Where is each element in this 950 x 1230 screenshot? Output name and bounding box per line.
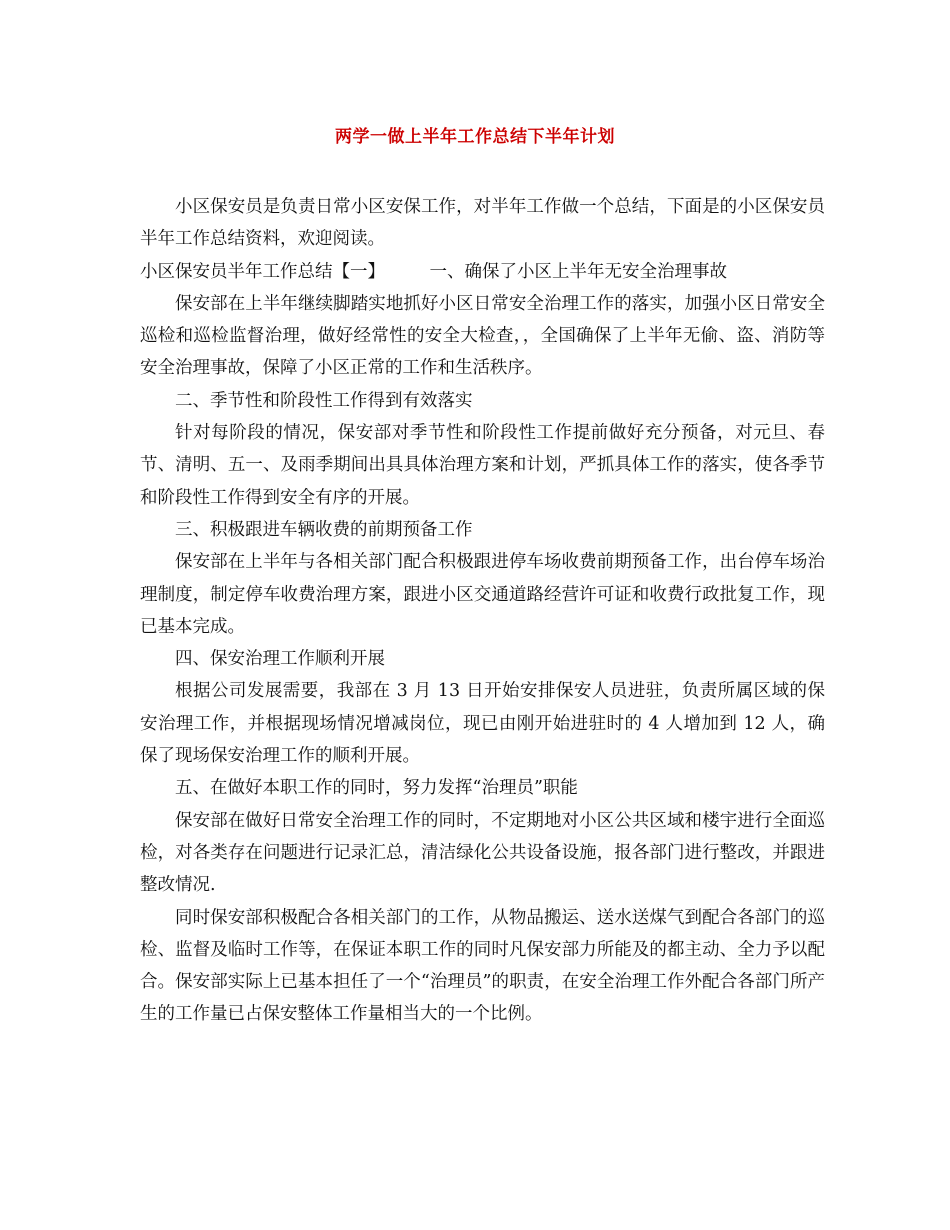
paragraph-section-2: 针对每阶段的情况，保安部对季节性和阶段性工作提前做好充分预备，对元旦、春节、清明、五一、及雨季期间出具具体治理方案和计划，严抓具体工作的落实，使各季节和阶段性工作得到安全有序的开展。 bbox=[140, 423, 825, 508]
paragraph-section-1: 保安部在上半年继续脚踏实地抓好小区日常安全治理工作的落实，加强小区日常安全巡检和巡检监督治理，做好经常性的安全大检查，，全国确保了上半年无偷、盗、消防等安全治理事故，保障了小区正常的工作和生活秩序。 bbox=[140, 293, 825, 379]
section-heading-3: 三、积极跟进车辆收费的前期预备工作 bbox=[175, 519, 473, 540]
paragraph-section-5: 保安部在做好日常安全治理工作的同时，不定期地对小区公共区域和楼宇进行全面巡检，对各类存在问题进行记录汇总，清洁绿化公共设备设施，报各部门进行整改，并跟进整改情况. bbox=[140, 810, 825, 896]
paragraph-intro: 小区保安员是负责日常小区安保工作，对半年工作做一个总结，下面是的小区保安员半年工作总结资料，欢迎阅读。 bbox=[140, 197, 825, 250]
paragraph-section-5-continued: 同时保安部积极配合各相关部门的工作，从物品搬运、送水送煤气到配合各部门的巡检、监督及临时工作等，在保证本职工作的同时凡保安部力所能及的都主动、全力予以配合。保安部实际上已基本担任了一个“治理员”的职责，在安全治理工作外配合各部门所产生的工作量已占保安整体工作量相当大的一个比例。 bbox=[140, 907, 825, 1025]
section-heading-5: 五、在做好本职工作的同时，努力发挥“治理员”职能 bbox=[175, 778, 578, 799]
paragraph-section-4: 根据公司发展需要，我部在 3 月 13 日开始安排保安人员进驻，负责所属区域的保安治理工作，并根据现场情况增减岗位，现已由刚开始进驻时的 4 人增加到 12 人，确保了现场保安治理工作的顺利开展。 bbox=[140, 681, 825, 767]
section-heading-2: 二、季节性和阶段性工作得到有效落实 bbox=[175, 390, 473, 411]
paragraph-section-3: 保安部在上半年与各相关部门配合积极跟进停车场收费前期预备工作，出台停车场治理制度，制定停车收费治理方案，跟进小区交通道路经营许可证和收费行政批复工作，现已基本完成。 bbox=[140, 552, 825, 637]
section-heading-4: 四、保安治理工作顺利开展 bbox=[175, 649, 385, 670]
paragraph-summary-heading: 小区保安员半年工作总结【一】 一、确保了小区上半年无安全治理事故 bbox=[140, 261, 727, 282]
document-body bbox=[140, 191, 825, 1031]
document-title: 两学一做上半年工作总结下半年计划 bbox=[335, 127, 615, 147]
